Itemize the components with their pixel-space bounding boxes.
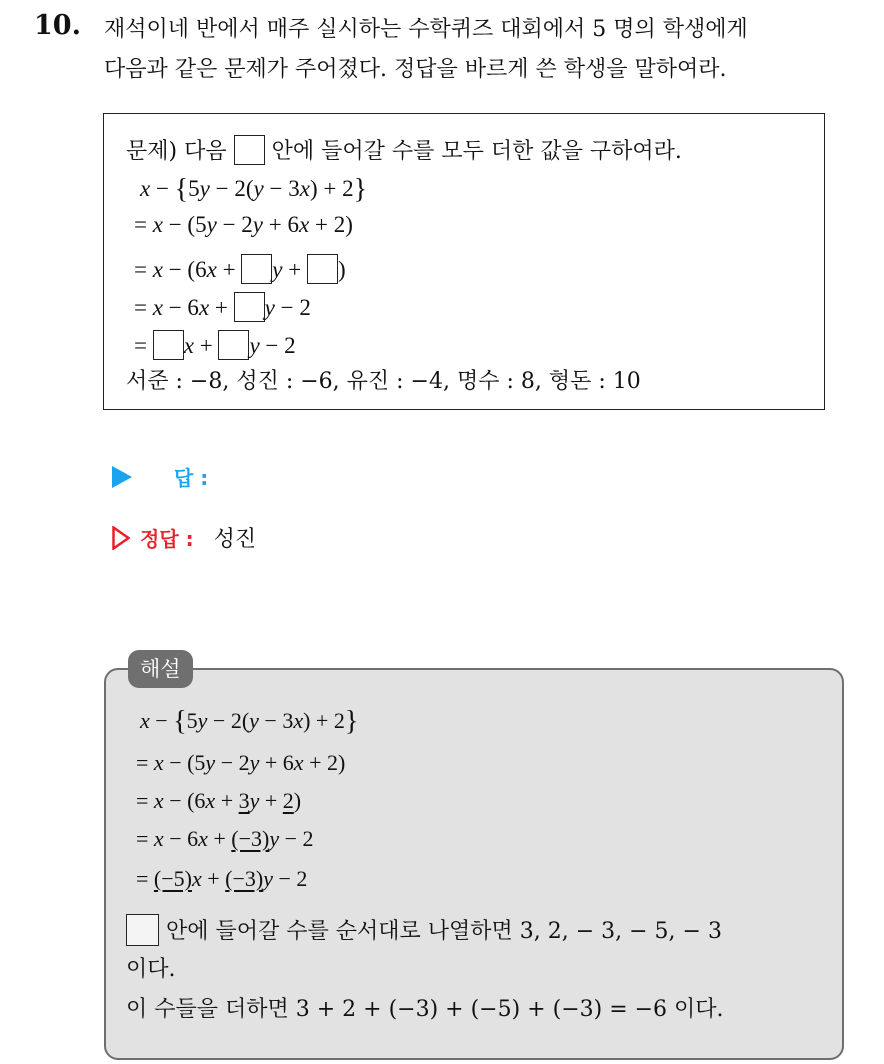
answer-row — [112, 462, 208, 491]
blank-box-icon — [153, 330, 184, 360]
correct-answer-value: 성진 — [213, 527, 257, 552]
blank-box-icon — [234, 135, 265, 165]
student-answers: 서준 : −8, 성진 : −6, 유진 : −4, 명수 : 8, 형돈 : 10 — [126, 369, 641, 394]
problem-box — [103, 113, 825, 410]
explanation-tab: 해설 — [128, 650, 193, 688]
problem-instruction — [126, 134, 682, 165]
explanation-box — [104, 668, 844, 1060]
correct-answer-label: 정답 : — [140, 527, 194, 551]
problem-suffix: 안에 들어갈 수를 모두 더한 값을 구하여라. — [271, 139, 682, 164]
blank-box-icon — [126, 914, 159, 946]
problem-step-2: = x − (5y − 2y + 6x + 2) — [134, 212, 353, 237]
problem-step-5: = x + y − 2 — [134, 330, 296, 360]
blank-box-icon — [218, 330, 249, 360]
explanation-text-1a: 안에 들어갈 수를 순서대로 나열하면 3, 2, − 3, − 5, − 3 — [166, 919, 722, 944]
problem-step-1: x − {5y − 2(y − 3x) + 2} — [140, 174, 368, 205]
question-text — [104, 10, 874, 90]
question-line-1: 재석이네 반에서 매주 실시하는 수학퀴즈 대회에서 5 명의 학생에게 — [104, 17, 748, 42]
correct-answer-row — [112, 522, 256, 553]
explanation-step-5: = (−5)x + (−3)y − 2 — [136, 866, 308, 891]
explanation-text-1 — [126, 914, 722, 946]
triangle-right-outline-icon — [112, 526, 130, 550]
blank-box-icon — [241, 254, 272, 284]
question-line-2: 다음과 같은 문제가 주어졌다. 정답을 바르게 쓴 학생을 말하여라. — [104, 57, 727, 82]
explanation-text-2: 이 수들을 더하면 3 + 2 + (−3) + (−5) + (−3) = −6 이다. — [126, 997, 724, 1022]
question-number: 10. — [34, 10, 81, 41]
explanation-step-3: = x − (6x + 3y + 2) — [136, 788, 302, 813]
problem-prefix: 문제) 다음 — [126, 139, 227, 164]
explanation-step-2: = x − (5y − 2y + 6x + 2) — [136, 750, 346, 775]
problem-step-3: = x − (6x + y + ) — [134, 254, 346, 284]
problem-step-4: = x − 6x + y − 2 — [134, 292, 311, 322]
explanation-step-1: x − {5y − 2(y − 3x) + 2} — [140, 706, 359, 737]
answer-label: 답 : — [174, 466, 209, 490]
explanation-step-4: = x − 6x + (−3)y − 2 — [136, 826, 314, 851]
explanation-text-1b: 이다. — [126, 957, 176, 982]
triangle-right-filled-icon — [112, 466, 132, 488]
blank-box-icon — [307, 254, 338, 284]
blank-box-icon — [234, 292, 265, 322]
